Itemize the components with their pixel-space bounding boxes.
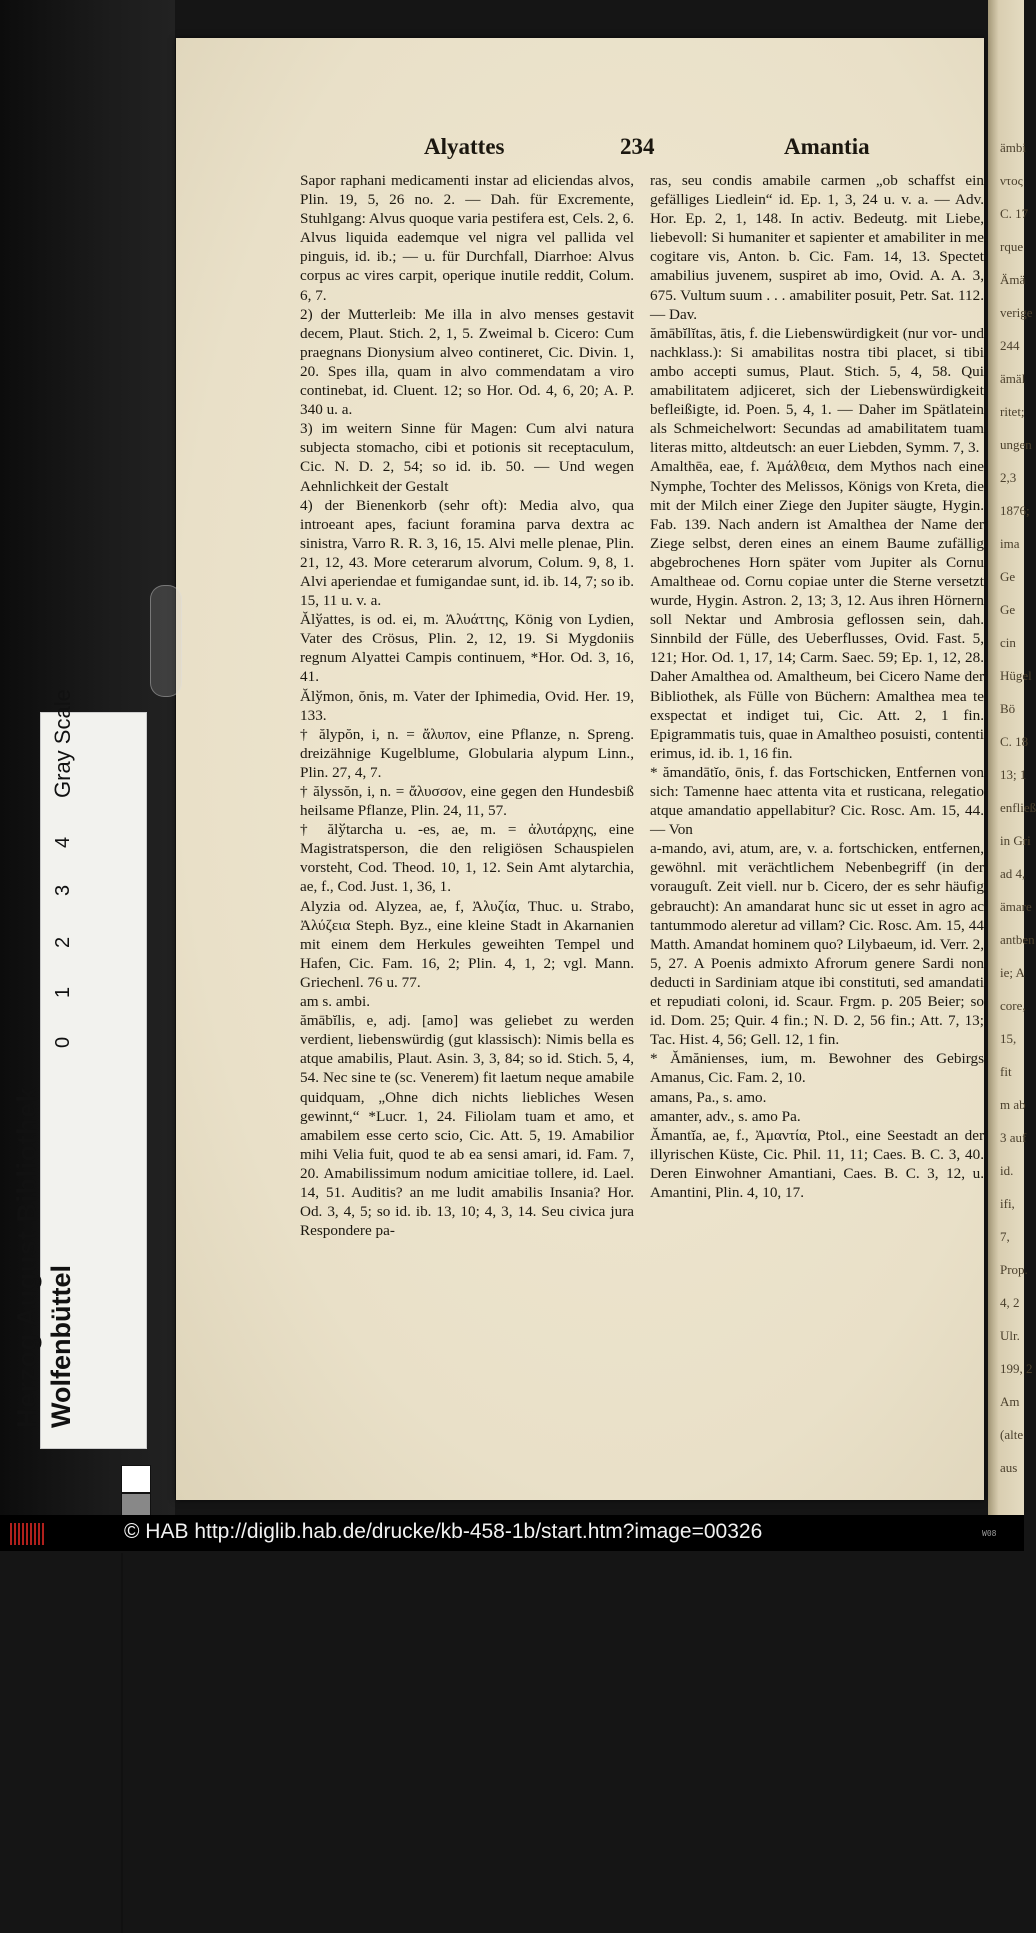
next-page-fragment: Prop. [1000, 1262, 1028, 1277]
ruler-line [121, 1553, 123, 1933]
next-page-fragment: 1876; [1000, 503, 1030, 518]
next-page-fragment: verige [1000, 305, 1033, 320]
next-page-fragment: ντος [1000, 173, 1023, 188]
next-page-fragment: enfließ [1000, 800, 1036, 815]
next-page-fragment: antben [1000, 932, 1035, 947]
dictionary-entry: Amalthēa, eae, f. Ἀμάλθεια, dem Mythos nach eine Nymphe, Tochter des Melissos, Königs von Kreta, die mit der Milch einer Ziege den Jupiter säugte, Hygin. Fab. 139. Nach andern ist Amalthea der Name der Ziege selbst, deren eines an einem Baume zufällig abgebrochenes Horn später vom Jupiter als Cornu Amaltheae od. Cornu copiae unter die Sterne versetzt wurde, Hygin. Astron. 2, 13; 3, 12. Aus ihren Hörnern soll Nektar und Ambrosia geflossen sein, dah. Sinnbild der Fülle, des Ueberflusses, Ovid. Fast. 5, 121; Hor. Od. 1, 17, 14; Carm. Saec. 59; Ep. 1, 12, 28. Daher Amalthea od. Amaltheum, bei Cicero Name der Bibliothek, als Fülle von Büchern: Amalthea mea te exspectat et indiget tui, Cic. Att. 2, 1 fin. Epigrammatis tuis, quae in Amaltheo posuisti, contenti erimus, id. ib. 1, 16 fin. [650, 458, 984, 762]
viewer-footer [0, 1515, 1024, 1551]
next-page-fragment: 7, [1000, 1229, 1010, 1244]
dictionary-entry: ămābĭlĭtas, ātis, f. die Liebenswürdigkeit (nur vor- und nachklass.): Si amabilitas nostra tibi placet, si tibi ambo accepti sumus, Plaut. Stich. 5, 4, 58. Qui amabilitatem adjiceret, sich der Liebenswürdigkeit befleißigte, id. Poen. 5, 4, 1. — Daher im Spätlatein als Schmeichelwort: Secundas ad amabilitatem tuam literas mitto, altdeutsch: an euer Liebden, Symm. 7, 3. [650, 324, 984, 457]
next-page-fragment: Bö [1000, 701, 1016, 716]
dictionary-entry: Ălўattes, is od. ei, m. Ἀλυάττης, König von Lydien, Vater des Crösus, Plin. 2, 12, 19. Si Mygdoniis regnum Alyattei Campis continuem, *Hor. Od. 3, 16, 41. [300, 611, 634, 686]
library-label [8, 778, 98, 1428]
next-page-fragment: core, [1000, 998, 1026, 1013]
next-page-fragment: Hügel [1000, 668, 1032, 683]
next-page-fragment: Am [1000, 1394, 1020, 1409]
next-page-fragment: C. 18 [1000, 734, 1029, 749]
next-page-fragment: 199, 2 [1000, 1361, 1033, 1376]
dictionary-entry: a-mando, avi, atum, are, v. a. fortschicken, entfernen, gewöhnl. mit verächtlichem Nebenbegriff (in der vorauguſt. Zeit viell. nur b. Cicero, der es sehr häufig gebraucht): An amandarat hunc sic ut esset in agro ac tantummodo aleretur ad villam? Cic. Rosc. Am. 15, 44 Matth. Amandat hominem quo? Lilybaeum, id. Verr. 2, 5, 27. A Poenis admixto Afrorum genere Sardi non deducti in Sardiniam atque ibi constituti, sed amandati et repudiati coloni, id. Scaur. Frgm. p. 205 Beier; so id. Dom. 25; Quir. 4 fin.; N. D. 2, 56 fin.; Att. 7, 13; Tac. Hist. 4, 56; Gell. 12, 1 fin. [650, 840, 984, 1049]
next-page-fragment: ämäl [1000, 371, 1026, 386]
next-page-fragment: ritet; [1000, 404, 1025, 419]
next-page-fragment: 4, 2 [1000, 1295, 1020, 1310]
ruler-number: 3 [52, 884, 74, 896]
hab-logo-icon [10, 1523, 44, 1545]
dictionary-entry: 2) der Mutterleib: Me illa in alvo menses gestavit decem, Plaut. Stich. 2, 1, 5. Zweimal b. Cicero: Cum praegnans Dionysium alveo contineret, Cic. Divin. 1, 20. Spes illa, quam in alvo commendatam a viro continebat, id. Cluent. 12; so Hor. Od. 4, 6, 20; A. P. 340 u. a. [300, 305, 634, 419]
ruler-number: 2 [52, 936, 74, 948]
dictionary-entry: amanter, adv., s. amo Pa. [650, 1107, 801, 1125]
next-page-fragment: ämbi [1000, 140, 1026, 155]
dictionary-entry: † ălўtarcha u. -es, ae, m. = ἀλυτάρχης, eine Magistratsperson, die den religiösen Schauspielen vorsteht, Cod. Theod. 10, 1, 12. Sein Amt alytarchia, ae, f., Cod. Just. 1, 36, 1. [300, 821, 634, 896]
next-page-fragment: m ab [1000, 1097, 1026, 1112]
next-page-fragment: fit [1000, 1064, 1012, 1079]
running-head-right: Amantia [784, 134, 870, 159]
next-page-fragment: in Gri [1000, 833, 1031, 848]
right-column [650, 171, 984, 1202]
next-page-fragment: 13; 1 [1000, 767, 1027, 782]
dictionary-entry: † ălyssŏn, i, n. = ἄλυσσον, eine gegen den Hundesbiß heilsame Pflanze, Plin. 24, 11, 57. [300, 783, 634, 820]
gray-block-white [121, 1465, 151, 1493]
dictionary-entry: 4) der Bienenkorb (sehr oft): Media alvo, qua introeant apes, faciunt foramina parva dextra ac sinistra, Varro R. R. 3, 16, 15. Alvi melle plenae, Plin. 21, 12, 43. More ceterarum alvorum, Colum. 9, 8, 1. Alvi aperiendae et fumigandae sunt, id. ib. 14, 7; so ib. 15, 11 u. v. a. [300, 496, 634, 610]
next-page-fragment: 3 auf [1000, 1130, 1027, 1145]
book-page [176, 38, 984, 1500]
next-page-fragment: Ge [1000, 602, 1016, 617]
copyright-url[interactable]: © HAB http://diglib.hab.de/drucke/kb-458-1b/start.htm?image=00326 [124, 1520, 763, 1543]
dictionary-entry: amans, Pa., s. amo. [650, 1088, 767, 1106]
next-page-fragment: ifi, [1000, 1196, 1015, 1211]
footer-code: W08 [982, 1529, 997, 1538]
next-page-fragment: Ämä [1000, 272, 1026, 287]
next-page-fragment: 15, [1000, 1031, 1017, 1046]
next-page-fragment: C. 17 [1000, 206, 1029, 221]
next-page-fragment: ungen [1000, 437, 1032, 452]
dictionary-entry: Sapor raphani medicamenti instar ad eliciendas alvos, Plin. 19, 5, 26 no. 2. — Dah. für Excremente, Stuhlgang: Alvus quoque varia pestifera est, Cels. 2, 6. Alvus liquida eademque vel nigra vel pallida vel pinguis, id. ib.; — u. für Durchfall, Diarrhoe: Alvus corpus ac vires carpit, operique inutile reddit, Colum. 6, 7. [300, 172, 634, 304]
next-page-fragment: ima [1000, 536, 1020, 551]
dictionary-entry: am s. ambi. [300, 993, 371, 1011]
dictionary-entry: ămābĭlis, e, adj. [amo] was geliebet zu werden verdient, liebenswürdig (gut klassisch): Nimis bella es atque amabilis, Plaut. Asin. 3, 3, 84; so id. Stich. 5, 4, 54. Nec sine te (sc. Venerem) fit laetum neque amabile quidquam, „Ohne dich nichts liebliches Wesen gewinnt,“ *Lucr. 1, 24. Filiolam tuam et amo, et amabilem esse certo scio, Cic. Att. 5, 19. Amabilior mihi Velia fuit, quod te ab ea sensi amari, id. Fam. 7, 20. Amabilissimum nodum amicitiae tollere, id. Lael. 14, 51. Auditis? an me ludit amabilis Insania? Hor. Od. 3, 4, 5; so id. ib. 13, 10; 4, 3, 14. Seu civica jura Respondere pa- [300, 1012, 634, 1240]
next-page-fragment: ad 4, [1000, 866, 1026, 881]
ruler-number: 0 [52, 1036, 74, 1048]
left-column [300, 171, 634, 1240]
adjacent-page-edge [988, 0, 1036, 1515]
dictionary-entry: † ălypŏn, i, n. = ἄλυπον, eine Pflanze, n. Spreng. dreizähnige Kugelblume, Globularia alypum Linn., Plin. 27, 4, 7. [300, 725, 634, 781]
next-page-fragment: rque [1000, 239, 1024, 254]
library-name: Herzog August Bibliothek [12, 1087, 42, 1428]
next-page-fragment: Ulr. [1000, 1328, 1020, 1343]
ruler-number: 4 [52, 836, 74, 848]
next-page-fragment: 244 [1000, 338, 1020, 353]
page-number: 234 [620, 134, 655, 159]
dictionary-entry: Ălўmon, ŏnis, m. Vater der Iphimedia, Ovid. Her. 19, 133. [300, 687, 634, 724]
next-page-fragment: aus [1000, 1460, 1018, 1475]
dictionary-entry: ras, seu condis amabile carmen „ob schaffst ein gefälliges Liedlein“ id. Ep. 1, 3, 24 u. v. a. — Adv. Hor. Ep. 2, 1, 148. In activ. Bedeutg. mit Liebe, liebevoll: Si humaniter et sapienter et amabiliter in me cogitare vis, Anton. b. Cic. Fam. 14, 13. Spectet amabilius juvenem, suspiret ab imo, Ovid. A. A. 3, 675. Vultum suum . . . amabiliter posuit, Petr. Sat. 112. — Dav. [650, 172, 984, 323]
next-page-fragment: ie; A [1000, 965, 1025, 980]
dictionary-entry: * Ămănienses, ium, m. Bewohner des Gebirgs Amanus, Cic. Fam. 2, 10. [650, 1050, 984, 1087]
next-page-fragment: ämare [1000, 899, 1032, 914]
page-clip [150, 585, 182, 697]
next-page-fragment: cin [1000, 635, 1016, 650]
next-page-fragment: 2,3 [1000, 470, 1017, 485]
next-page-fragment: Ge [1000, 569, 1016, 584]
dictionary-entry: * ămandātĭo, ōnis, f. das Fortschicken, Entfernen von sich: Tamenne haec attenta vita et rusticana, relegatio atque amandatio appellabitur? Cic. Rosc. Am. 15, 44. — Von [650, 763, 984, 839]
dictionary-entry: 3) im weitern Sinne für Magen: Cum alvi natura subjecta stomacho, cibi et potionis sit receptaculum, Cic. N. D. 2, 54; so id. ib. 50. — Und wegen Aehnlichkeit der Gestalt [300, 420, 634, 495]
gray-scale-label: Gray Scale [50, 689, 75, 798]
ruler-number: 1 [52, 986, 74, 998]
library-city: Wolfenbüttel [46, 1265, 76, 1428]
running-head-left: Alyattes [424, 134, 505, 159]
next-page-fragment: id. [1000, 1163, 1014, 1178]
dictionary-entry: Alyzia od. Alyzea, ae, f, Ἀλυζία, Thuc. u. Strabo, Ἀλύζεια Steph. Byz., eine kleine Stadt in Akarnanien mit einem dem Herkules geweihten Tempel und Hafen, Cic. Fam. 16, 2; Plin. 4, 1, 2; vgl. Mann. Griechenl. 76 u. 77. [300, 897, 634, 991]
dictionary-entry: Ămantĭa, ae, f., Ἀμαντία, Ptol., eine Seestadt an der illyrischen Küste, Cic. Phil. 11, 11; Caes. B. C. 3, 40. Deren Einwohner Amantiani, Caes. B. C. 3, 12, u. Amantini, Plin. 4, 10, 17. [650, 1126, 984, 1201]
next-page-fragment: (alte [1000, 1427, 1024, 1442]
